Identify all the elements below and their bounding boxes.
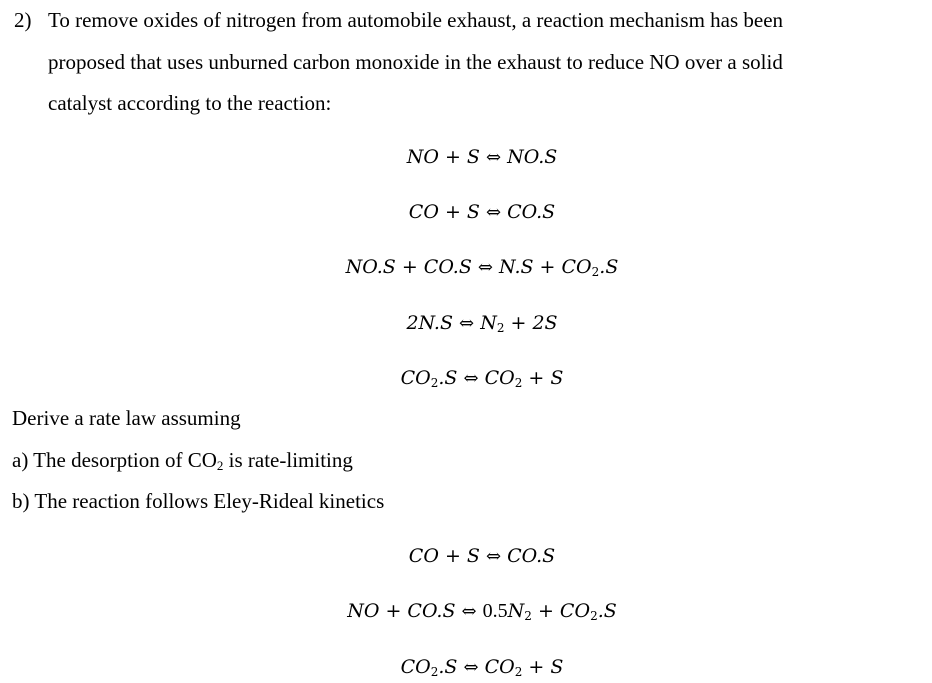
equilibrium-arrow-icon: ⇔ <box>459 313 475 334</box>
equilibrium-arrow-icon: ⇔ <box>463 368 479 389</box>
eley-rideal-equation-3 <box>0 654 932 681</box>
equation-right: $N.S + CO_2.S$ <box>499 256 619 279</box>
equilibrium-arrow-icon: ⇔ <box>463 657 479 678</box>
eley-rideal-equation-2 <box>0 598 932 625</box>
equation-left: 2N.S <box>406 312 453 334</box>
problem-number: 2) <box>14 8 32 32</box>
equation-left: $CO_2.S$ <box>400 656 458 679</box>
equation-right: $0.5N_2 + CO_2.S$ <box>482 600 617 623</box>
equilibrium-arrow-icon: ⇔ <box>485 202 502 223</box>
problem-line-3: catalyst according to the reaction: <box>48 91 332 115</box>
equation-left: NO + S <box>406 146 480 168</box>
equation-left: NO + CO.S <box>347 600 456 622</box>
equilibrium-arrow-icon: ⇔ <box>477 257 493 278</box>
equation-right: NO.S <box>507 146 558 168</box>
equation-right: $CO_2 + S$ <box>484 656 564 679</box>
equation-left: CO + S <box>408 201 480 223</box>
mechanism-equation-3 <box>0 254 932 281</box>
equation-right: $CO_2 + S$ <box>484 367 564 390</box>
equation-right: $N_2 + 2S$ <box>480 312 558 335</box>
equilibrium-arrow-icon: ⇔ <box>485 147 502 168</box>
equation-left: $CO_2.S$ <box>400 367 458 390</box>
equation-right: CO.S <box>507 545 556 567</box>
equilibrium-arrow-icon: ⇔ <box>461 601 477 622</box>
mechanism-equation-1 <box>0 144 932 171</box>
equilibrium-arrow-icon: ⇔ <box>485 546 502 567</box>
equation-right: CO.S <box>507 201 556 223</box>
question-a: a) The desorption of $CO_2$ is rate-limiting <box>12 448 353 473</box>
eley-rideal-equation-1 <box>0 543 932 570</box>
equation-left: NO.S + CO.S <box>345 256 472 278</box>
question-intro: Derive a rate law assuming <box>12 406 241 430</box>
mechanism-equation-4 <box>0 310 932 337</box>
equation-left: CO + S <box>408 545 480 567</box>
mechanism-equation-5 <box>0 365 932 392</box>
mechanism-equation-2 <box>0 199 932 226</box>
problem-line-1: To remove oxides of nitrogen from automobile exhaust, a reaction mechanism has been <box>48 8 784 32</box>
problem-line-2: proposed that uses unburned carbon monoxide in the exhaust to reduce NO over a solid <box>48 50 783 74</box>
question-b: b) The reaction follows Eley-Rideal kinetics <box>12 489 385 513</box>
